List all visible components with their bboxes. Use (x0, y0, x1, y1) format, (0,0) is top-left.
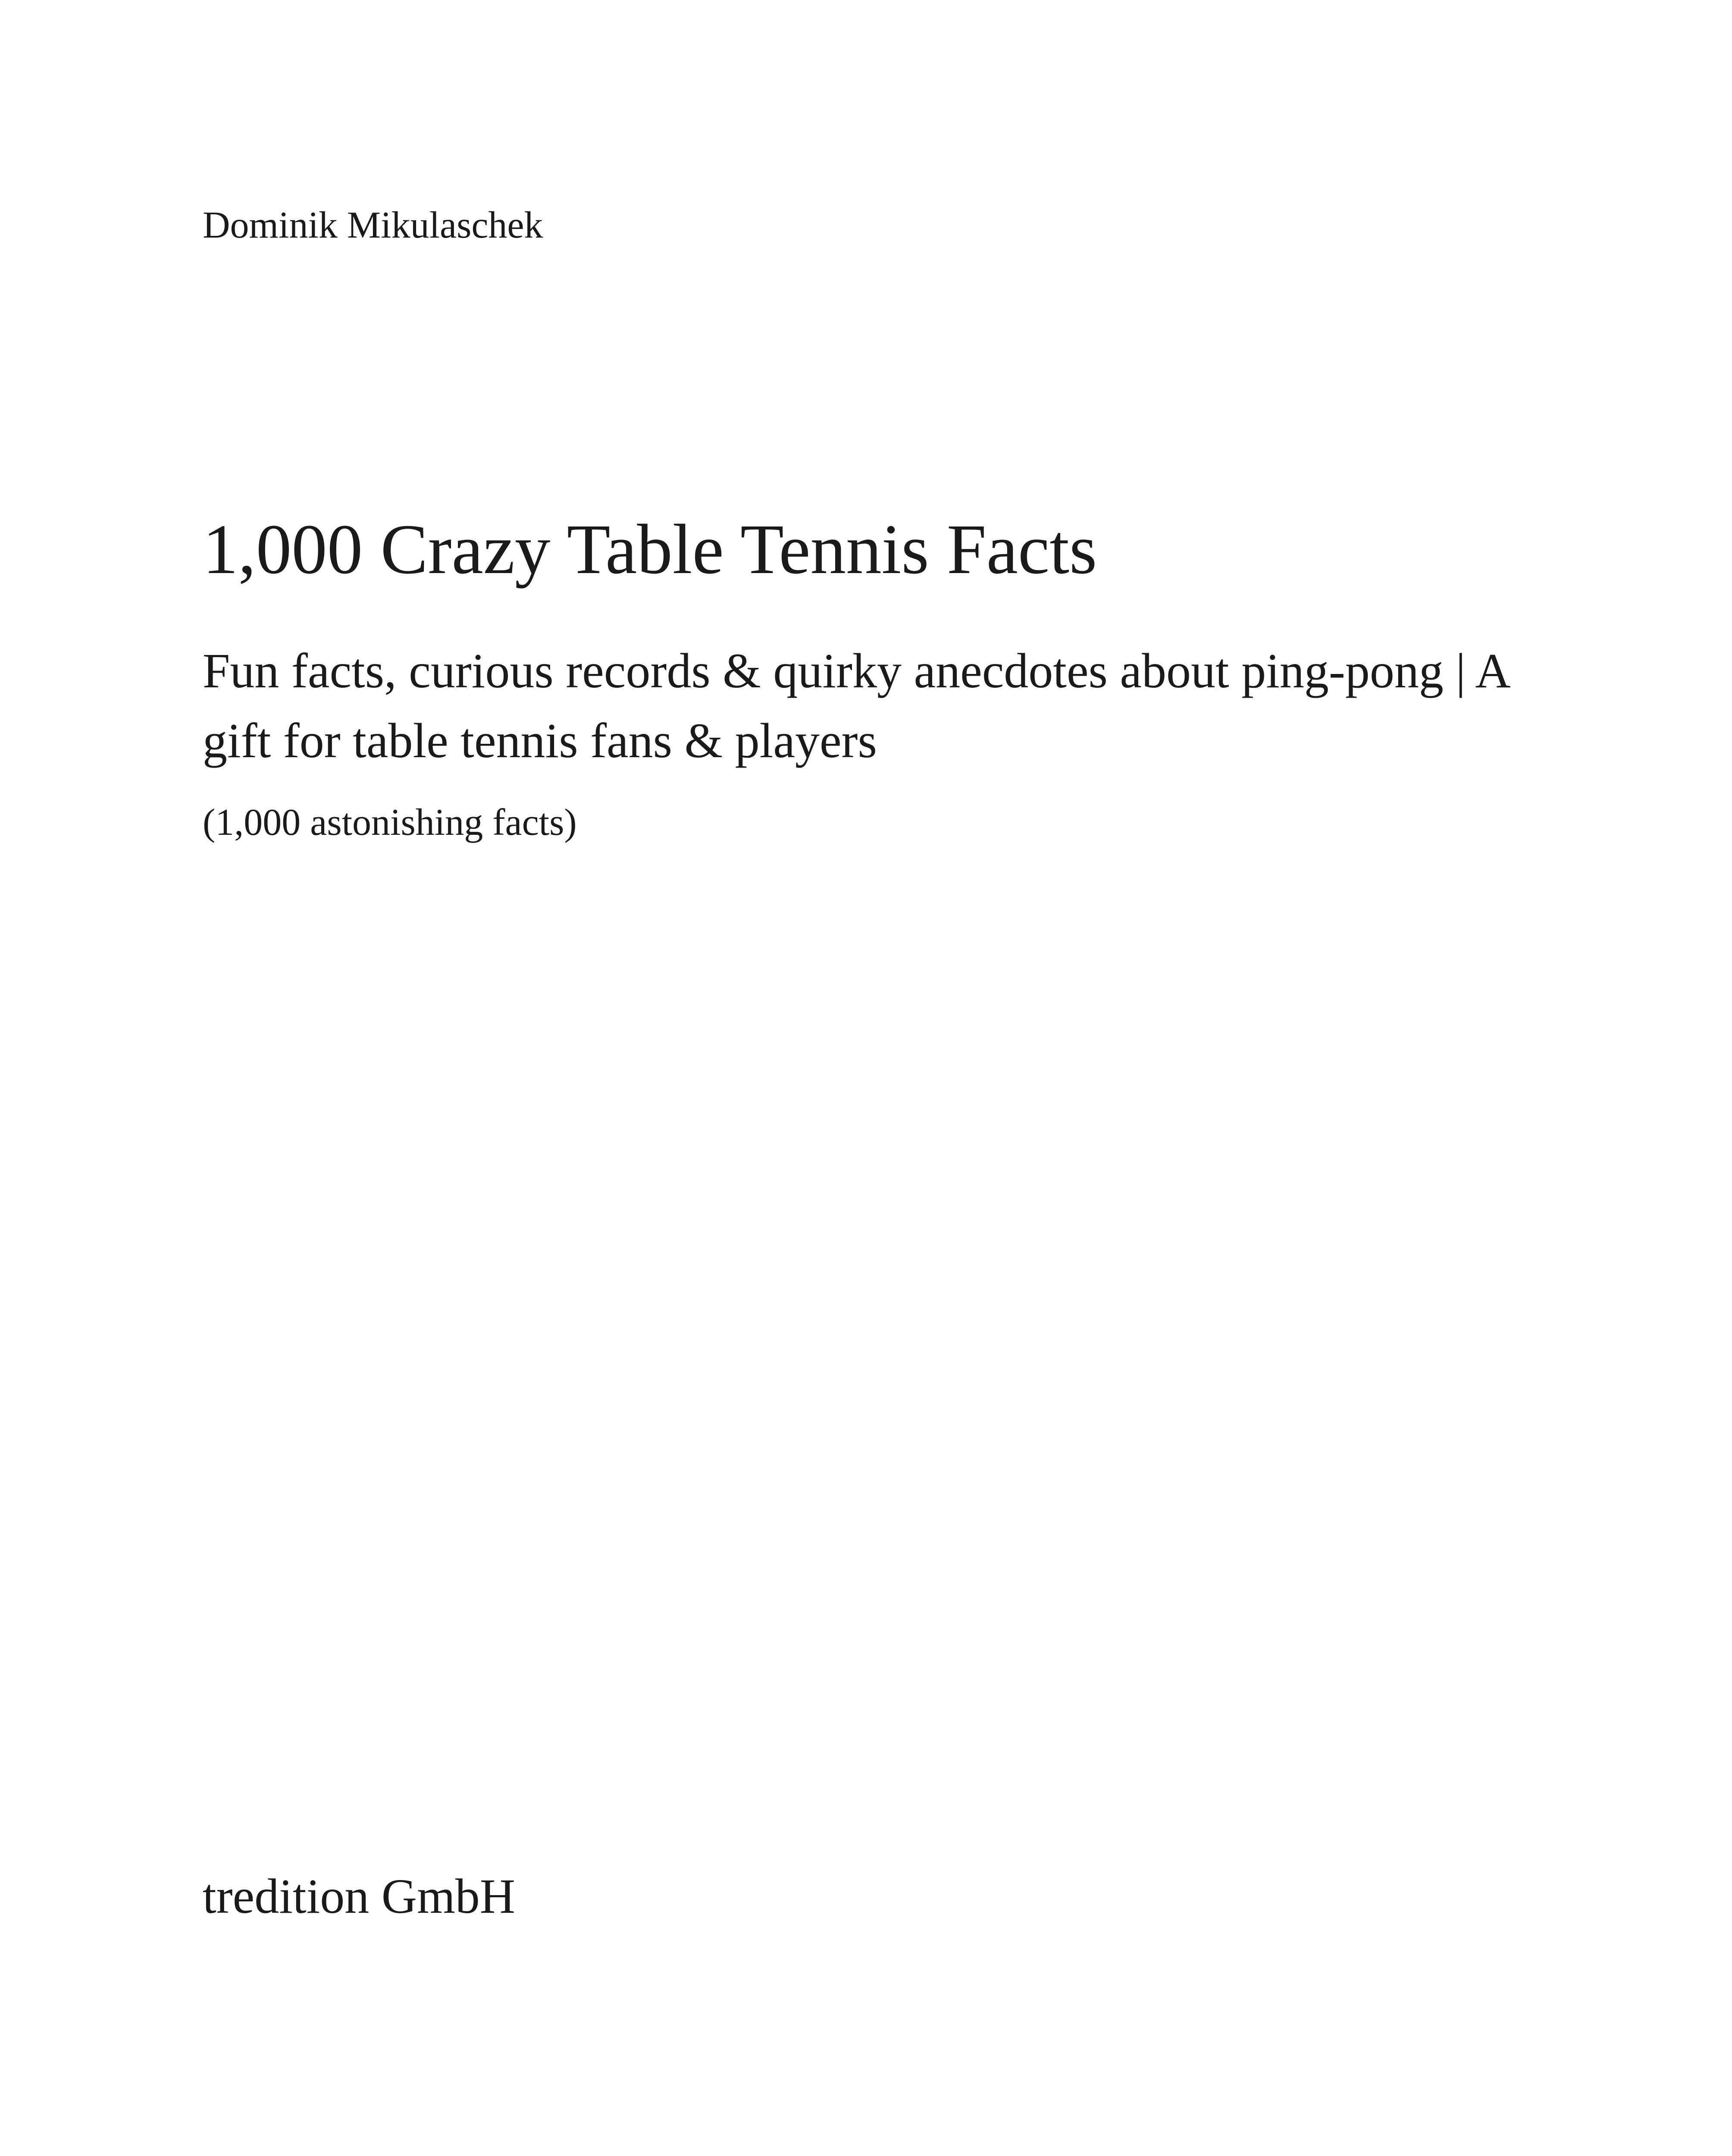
edition-note: (1,000 astonishing facts) (203, 802, 577, 843)
publisher-name: tredition GmbH (203, 1869, 516, 1924)
author-name: Dominik Mikulaschek (203, 204, 543, 246)
book-title: 1,000 Crazy Table Tennis Facts (203, 510, 1097, 589)
book-subtitle: Fun facts, curious records & quirky anecdotes about ping-pong | A gift for table tennis fans & players (203, 643, 1508, 768)
